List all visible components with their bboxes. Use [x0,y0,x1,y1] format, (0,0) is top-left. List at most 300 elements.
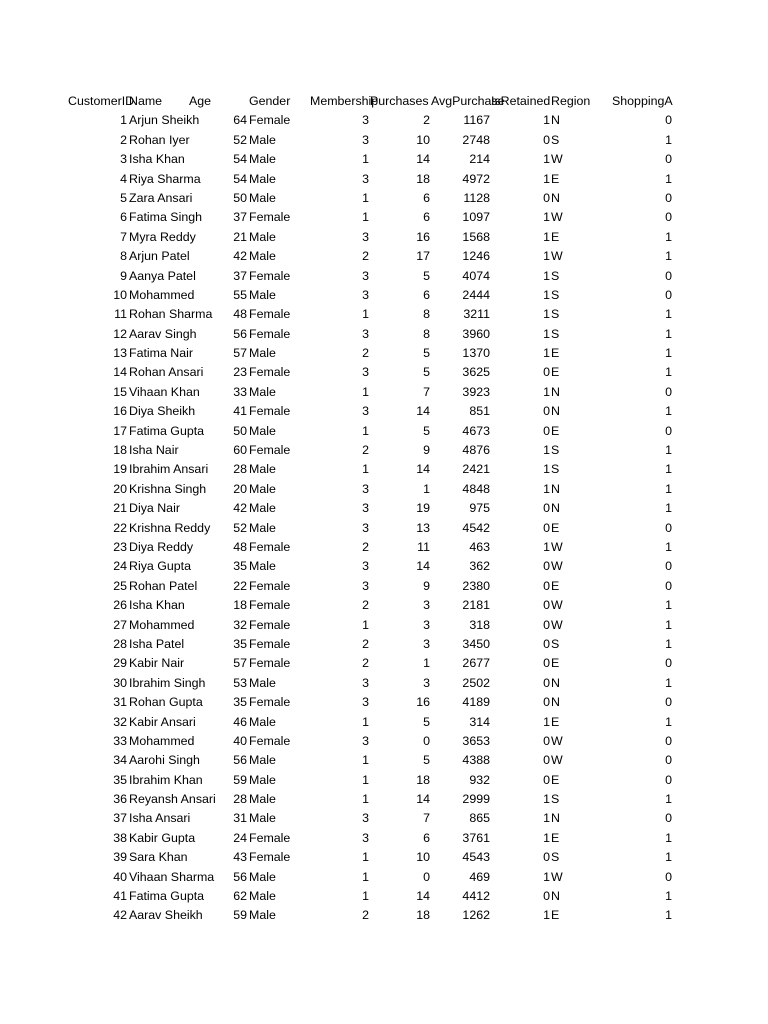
cell-gender[interactable]: Male [249,190,276,205]
cell-name[interactable]: Ibrahim Singh [129,675,206,690]
cell-gender[interactable]: Female [249,578,291,593]
cell-membership[interactable]: 1 [362,617,369,632]
cell-age[interactable]: 43 [233,850,247,865]
cell-name[interactable]: Mohammed [129,733,195,748]
cell-shopping[interactable]: 0 [665,772,672,787]
cell-avg-purchase[interactable]: 2502 [462,675,490,690]
cell-name[interactable]: Aarav Singh [129,326,197,341]
cell-membership[interactable]: 1 [362,384,369,399]
cell-purchases[interactable]: 14 [416,152,430,167]
cell-purchases[interactable]: 16 [416,229,430,244]
cell-name[interactable]: Krishna Reddy [129,520,211,535]
cell-is-retained[interactable]: 1 [543,346,550,361]
cell-gender[interactable]: Male [249,152,276,167]
cell-age[interactable]: 41 [233,404,247,419]
cell-avg-purchase[interactable]: 4543 [462,850,490,865]
cell-is-retained[interactable]: 0 [543,598,550,613]
cell-is-retained[interactable]: 1 [543,792,550,807]
cell-purchases[interactable]: 3 [423,675,430,690]
cell-shopping[interactable]: 1 [665,229,672,244]
cell-shopping[interactable]: 0 [665,656,672,671]
cell-region[interactable]: S [551,636,560,651]
cell-name[interactable]: Vihaan Khan [129,384,200,399]
cell-region[interactable]: S [551,443,560,458]
cell-gender[interactable]: Female [249,850,291,865]
cell-age[interactable]: 57 [233,346,247,361]
cell-customer-id[interactable]: 34 [113,753,127,768]
cell-customer-id[interactable]: 24 [113,559,127,574]
cell-membership[interactable]: 3 [362,481,369,496]
cell-region[interactable]: S [551,132,560,147]
cell-gender[interactable]: Male [249,287,276,302]
cell-name[interactable]: Myra Reddy [129,229,196,244]
cell-name[interactable]: Fatima Nair [129,346,194,361]
cell-age[interactable]: 54 [233,171,247,186]
cell-name[interactable]: Vihaan Sharma [129,869,215,884]
cell-gender[interactable]: Male [249,811,276,826]
cell-shopping[interactable]: 1 [665,249,672,264]
cell-gender[interactable]: Female [249,695,291,710]
cell-avg-purchase[interactable]: 1370 [462,346,490,361]
cell-name[interactable]: Aarohi Singh [129,753,200,768]
cell-region[interactable]: S [551,268,560,283]
cell-region[interactable]: N [551,190,560,205]
cell-purchases[interactable]: 18 [416,908,430,923]
cell-avg-purchase[interactable]: 1246 [462,249,490,264]
cell-shopping[interactable]: 0 [665,733,672,748]
cell-purchases[interactable]: 18 [416,171,430,186]
cell-gender[interactable]: Male [249,889,276,904]
cell-age[interactable]: 23 [233,365,247,380]
cell-age[interactable]: 52 [233,132,247,147]
cell-age[interactable]: 56 [233,869,247,884]
cell-customer-id[interactable]: 31 [113,695,127,710]
cell-is-retained[interactable]: 0 [543,695,550,710]
cell-purchases[interactable]: 6 [423,190,430,205]
cell-gender[interactable]: Male [249,462,276,477]
cell-name[interactable]: Mohammed [129,617,195,632]
cell-purchases[interactable]: 7 [423,811,430,826]
cell-age[interactable]: 59 [233,908,247,923]
cell-is-retained[interactable]: 0 [543,753,550,768]
cell-age[interactable]: 59 [233,772,247,787]
cell-age[interactable]: 62 [233,889,247,904]
cell-avg-purchase[interactable]: 314 [469,714,490,729]
cell-purchases[interactable]: 6 [423,287,430,302]
cell-gender[interactable]: Female [249,830,291,845]
cell-region[interactable]: S [551,326,560,341]
cell-name[interactable]: Isha Patel [129,636,185,651]
cell-name[interactable]: Isha Ansari [129,811,191,826]
cell-avg-purchase[interactable]: 2677 [462,656,490,671]
cell-region[interactable]: N [551,695,560,710]
cell-region[interactable]: N [551,501,560,516]
cell-shopping[interactable]: 1 [665,307,672,322]
cell-shopping[interactable]: 1 [665,850,672,865]
header-avg-purchase[interactable]: AvgPurchase [431,94,505,108]
cell-purchases[interactable]: 3 [423,617,430,632]
cell-age[interactable]: 48 [233,307,247,322]
cell-age[interactable]: 64 [233,113,247,128]
cell-membership[interactable]: 1 [362,423,369,438]
cell-purchases[interactable]: 3 [423,598,430,613]
cell-age[interactable]: 48 [233,539,247,554]
cell-customer-id[interactable]: 35 [113,772,127,787]
cell-is-retained[interactable]: 1 [543,811,550,826]
cell-purchases[interactable]: 10 [416,850,430,865]
cell-gender[interactable]: Male [249,132,276,147]
cell-membership[interactable]: 3 [362,365,369,380]
cell-is-retained[interactable]: 1 [543,869,550,884]
cell-shopping[interactable]: 1 [665,462,672,477]
cell-shopping[interactable]: 0 [665,113,672,128]
cell-customer-id[interactable]: 13 [113,346,127,361]
cell-name[interactable]: Diya Reddy [129,539,194,554]
cell-age[interactable]: 28 [233,792,247,807]
cell-customer-id[interactable]: 28 [113,636,127,651]
cell-shopping[interactable]: 0 [665,423,672,438]
cell-age[interactable]: 33 [233,384,247,399]
cell-membership[interactable]: 3 [362,229,369,244]
cell-is-retained[interactable]: 1 [543,326,550,341]
cell-age[interactable]: 56 [233,326,247,341]
cell-avg-purchase[interactable]: 975 [469,501,490,516]
cell-shopping[interactable]: 1 [665,501,672,516]
cell-customer-id[interactable]: 18 [113,443,127,458]
cell-is-retained[interactable]: 0 [543,889,550,904]
cell-age[interactable]: 35 [233,695,247,710]
cell-name[interactable]: Rohan Ansari [129,365,204,380]
cell-customer-id[interactable]: 2 [120,132,127,147]
cell-shopping[interactable]: 0 [665,190,672,205]
cell-purchases[interactable]: 3 [423,636,430,651]
cell-purchases[interactable]: 11 [417,539,430,554]
cell-membership[interactable]: 3 [362,171,369,186]
cell-shopping[interactable]: 1 [665,714,672,729]
cell-age[interactable]: 52 [233,520,247,535]
cell-customer-id[interactable]: 10 [113,287,127,302]
cell-name[interactable]: Arjun Patel [129,249,190,264]
cell-name[interactable]: Isha Khan [129,598,185,613]
cell-region[interactable]: W [551,753,563,768]
cell-is-retained[interactable]: 0 [543,636,550,651]
cell-customer-id[interactable]: 39 [113,850,127,865]
cell-is-retained[interactable]: 1 [543,462,550,477]
cell-age[interactable]: 22 [233,578,247,593]
cell-purchases[interactable]: 9 [423,578,430,593]
header-purchases[interactable]: Purchases [370,94,429,108]
cell-purchases[interactable]: 5 [423,423,430,438]
cell-region[interactable]: E [551,908,560,923]
cell-shopping[interactable]: 1 [665,792,672,807]
cell-is-retained[interactable]: 1 [543,443,550,458]
cell-region[interactable]: E [551,772,560,787]
cell-gender[interactable]: Female [249,365,291,380]
cell-region[interactable]: S [551,850,560,865]
cell-name[interactable]: Rohan Iyer [129,132,190,147]
cell-avg-purchase[interactable]: 4412 [462,889,490,904]
cell-avg-purchase[interactable]: 463 [469,539,490,554]
cell-name[interactable]: Diya Nair [129,501,180,516]
cell-is-retained[interactable]: 0 [543,520,550,535]
cell-name[interactable]: Ibrahim Khan [129,772,203,787]
cell-is-retained[interactable]: 1 [543,249,550,264]
cell-name[interactable]: Riya Gupta [129,559,191,574]
cell-shopping[interactable]: 1 [665,365,672,380]
cell-age[interactable]: 50 [233,423,247,438]
cell-name[interactable]: Isha Nair [129,443,179,458]
cell-age[interactable]: 37 [233,210,247,225]
cell-region[interactable]: N [551,384,560,399]
cell-shopping[interactable]: 1 [665,132,672,147]
cell-customer-id[interactable]: 40 [113,869,127,884]
cell-avg-purchase[interactable]: 4876 [462,443,490,458]
cell-customer-id[interactable]: 3 [120,152,127,167]
cell-customer-id[interactable]: 27 [113,617,127,632]
cell-customer-id[interactable]: 12 [113,326,127,341]
cell-name[interactable]: Krishna Singh [129,481,207,496]
cell-name[interactable]: Fatima Singh [129,210,203,225]
header-gender[interactable]: Gender [249,94,291,108]
cell-purchases[interactable]: 8 [423,326,430,341]
cell-avg-purchase[interactable]: 318 [469,617,490,632]
cell-avg-purchase[interactable]: 1568 [462,229,490,244]
cell-region[interactable]: N [551,889,560,904]
cell-gender[interactable]: Male [249,384,276,399]
cell-membership[interactable]: 1 [362,462,369,477]
cell-region[interactable]: N [551,113,560,128]
cell-customer-id[interactable]: 37 [113,811,127,826]
cell-region[interactable]: S [551,307,560,322]
cell-purchases[interactable]: 1 [423,481,430,496]
cell-avg-purchase[interactable]: 214 [469,152,490,167]
cell-is-retained[interactable]: 0 [543,501,550,516]
cell-name[interactable]: Fatima Gupta [129,423,205,438]
cell-membership[interactable]: 1 [362,889,369,904]
cell-shopping[interactable]: 0 [665,753,672,768]
cell-is-retained[interactable]: 1 [543,481,550,496]
cell-membership[interactable]: 2 [362,443,369,458]
cell-purchases[interactable]: 8 [423,307,430,322]
cell-region[interactable]: E [551,714,560,729]
cell-age[interactable]: 35 [233,559,247,574]
cell-age[interactable]: 21 [233,229,247,244]
cell-avg-purchase[interactable]: 4189 [462,695,490,710]
cell-avg-purchase[interactable]: 1128 [463,190,490,205]
cell-membership[interactable]: 3 [362,501,369,516]
cell-customer-id[interactable]: 32 [113,714,127,729]
cell-is-retained[interactable]: 1 [543,908,550,923]
cell-gender[interactable]: Female [249,326,291,341]
cell-avg-purchase[interactable]: 1167 [463,113,490,128]
cell-shopping[interactable]: 0 [665,384,672,399]
cell-avg-purchase[interactable]: 362 [469,559,490,574]
cell-customer-id[interactable]: 21 [113,501,127,516]
cell-is-retained[interactable]: 0 [543,578,550,593]
cell-purchases[interactable]: 14 [416,889,430,904]
cell-membership[interactable]: 3 [362,559,369,574]
cell-shopping[interactable]: 1 [665,617,672,632]
cell-gender[interactable]: Female [249,404,291,419]
cell-age[interactable]: 28 [233,462,247,477]
cell-membership[interactable]: 2 [362,908,369,923]
cell-region[interactable]: E [551,346,560,361]
cell-customer-id[interactable]: 26 [113,598,127,613]
cell-customer-id[interactable]: 29 [113,656,127,671]
cell-purchases[interactable]: 5 [423,365,430,380]
cell-is-retained[interactable]: 0 [543,132,550,147]
cell-is-retained[interactable]: 0 [543,190,550,205]
cell-region[interactable]: W [551,249,563,264]
cell-membership[interactable]: 3 [362,404,369,419]
cell-age[interactable]: 53 [233,675,247,690]
cell-is-retained[interactable]: 0 [543,656,550,671]
cell-age[interactable]: 35 [233,636,247,651]
cell-shopping[interactable]: 1 [665,481,672,496]
cell-gender[interactable]: Male [249,249,276,264]
cell-membership[interactable]: 1 [362,772,369,787]
cell-purchases[interactable]: 5 [423,753,430,768]
cell-purchases[interactable]: 1 [423,656,430,671]
cell-region[interactable]: W [551,210,563,225]
cell-region[interactable]: E [551,229,560,244]
cell-gender[interactable]: Female [249,636,291,651]
cell-avg-purchase[interactable]: 3761 [462,830,490,845]
cell-region[interactable]: W [551,152,563,167]
cell-membership[interactable]: 3 [362,326,369,341]
cell-customer-id[interactable]: 23 [113,539,127,554]
cell-customer-id[interactable]: 41 [113,889,127,904]
cell-membership[interactable]: 3 [362,287,369,302]
cell-name[interactable]: Kabir Gupta [129,830,196,845]
cell-shopping[interactable]: 1 [665,830,672,845]
cell-customer-id[interactable]: 14 [113,365,127,380]
cell-membership[interactable]: 3 [362,520,369,535]
header-shopping[interactable]: ShoppingA [612,94,673,108]
cell-age[interactable]: 20 [233,481,247,496]
cell-shopping[interactable]: 0 [665,152,672,167]
cell-region[interactable]: W [551,733,563,748]
cell-gender[interactable]: Male [249,423,276,438]
cell-shopping[interactable]: 1 [665,598,672,613]
cell-shopping[interactable]: 0 [665,559,672,574]
cell-region[interactable]: W [551,869,563,884]
cell-avg-purchase[interactable]: 2421 [462,462,490,477]
cell-is-retained[interactable]: 1 [543,268,550,283]
cell-gender[interactable]: Male [249,171,276,186]
cell-avg-purchase[interactable]: 4848 [462,481,490,496]
cell-avg-purchase[interactable]: 4542 [462,520,490,535]
cell-shopping[interactable]: 1 [665,889,672,904]
cell-avg-purchase[interactable]: 2999 [462,792,490,807]
cell-membership[interactable]: 3 [362,695,369,710]
cell-membership[interactable]: 1 [362,307,369,322]
cell-is-retained[interactable]: 1 [543,539,550,554]
cell-purchases[interactable]: 6 [423,210,430,225]
cell-purchases[interactable]: 0 [423,733,430,748]
cell-region[interactable]: E [551,171,560,186]
cell-gender[interactable]: Male [249,772,276,787]
cell-age[interactable]: 42 [233,501,247,516]
cell-gender[interactable]: Female [249,539,291,554]
cell-purchases[interactable]: 13 [416,520,430,535]
cell-membership[interactable]: 1 [362,753,369,768]
cell-customer-id[interactable]: 42 [113,908,127,923]
cell-avg-purchase[interactable]: 4673 [462,423,490,438]
cell-avg-purchase[interactable]: 2748 [462,132,490,147]
cell-membership[interactable]: 3 [362,675,369,690]
cell-shopping[interactable]: 0 [665,695,672,710]
cell-region[interactable]: W [551,539,563,554]
cell-purchases[interactable]: 14 [416,404,430,419]
cell-avg-purchase[interactable]: 3923 [462,384,490,399]
cell-age[interactable]: 46 [233,714,247,729]
cell-purchases[interactable]: 0 [423,869,430,884]
cell-gender[interactable]: Male [249,559,276,574]
cell-purchases[interactable]: 17 [416,249,430,264]
cell-customer-id[interactable]: 33 [113,733,127,748]
cell-age[interactable]: 42 [233,249,247,264]
cell-customer-id[interactable]: 5 [120,190,127,205]
cell-purchases[interactable]: 19 [416,501,430,516]
cell-name[interactable]: Isha Khan [129,152,185,167]
cell-is-retained[interactable]: 0 [543,675,550,690]
cell-membership[interactable]: 1 [362,152,369,167]
cell-customer-id[interactable]: 7 [120,229,127,244]
header-membership[interactable]: Membership [310,94,379,108]
cell-customer-id[interactable]: 15 [113,384,127,399]
cell-gender[interactable]: Female [249,307,291,322]
cell-gender[interactable]: Male [249,869,276,884]
cell-region[interactable]: E [551,423,560,438]
cell-avg-purchase[interactable]: 3960 [462,326,490,341]
header-is-retained[interactable]: IsRetained [491,94,551,108]
cell-avg-purchase[interactable]: 2444 [462,287,490,302]
cell-avg-purchase[interactable]: 4074 [462,268,490,283]
cell-age[interactable]: 57 [233,656,247,671]
cell-membership[interactable]: 3 [362,268,369,283]
cell-gender[interactable]: Male [249,520,276,535]
cell-name[interactable]: Rohan Sharma [129,307,213,322]
cell-gender[interactable]: Female [249,617,291,632]
cell-region[interactable]: N [551,675,560,690]
cell-age[interactable]: 56 [233,753,247,768]
cell-shopping[interactable]: 0 [665,287,672,302]
cell-gender[interactable]: Female [249,598,291,613]
cell-customer-id[interactable]: 1 [120,113,127,128]
cell-shopping[interactable]: 1 [665,404,672,419]
cell-customer-id[interactable]: 17 [113,423,127,438]
cell-name[interactable]: Ibrahim Ansari [129,462,209,477]
cell-shopping[interactable]: 1 [665,675,672,690]
cell-gender[interactable]: Female [249,268,291,283]
cell-region[interactable]: N [551,481,560,496]
cell-shopping[interactable]: 1 [665,539,672,554]
cell-membership[interactable]: 3 [362,811,369,826]
cell-gender[interactable]: Male [249,908,276,923]
cell-gender[interactable]: Male [249,714,276,729]
cell-region[interactable]: W [551,617,563,632]
cell-is-retained[interactable]: 0 [543,404,550,419]
cell-avg-purchase[interactable]: 3653 [462,733,490,748]
cell-purchases[interactable]: 2 [423,113,430,128]
cell-name[interactable]: Kabir Ansari [129,714,196,729]
cell-avg-purchase[interactable]: 932 [469,772,490,787]
cell-is-retained[interactable]: 1 [543,307,550,322]
cell-membership[interactable]: 2 [362,636,369,651]
cell-avg-purchase[interactable]: 3450 [462,636,490,651]
cell-customer-id[interactable]: 19 [113,462,127,477]
